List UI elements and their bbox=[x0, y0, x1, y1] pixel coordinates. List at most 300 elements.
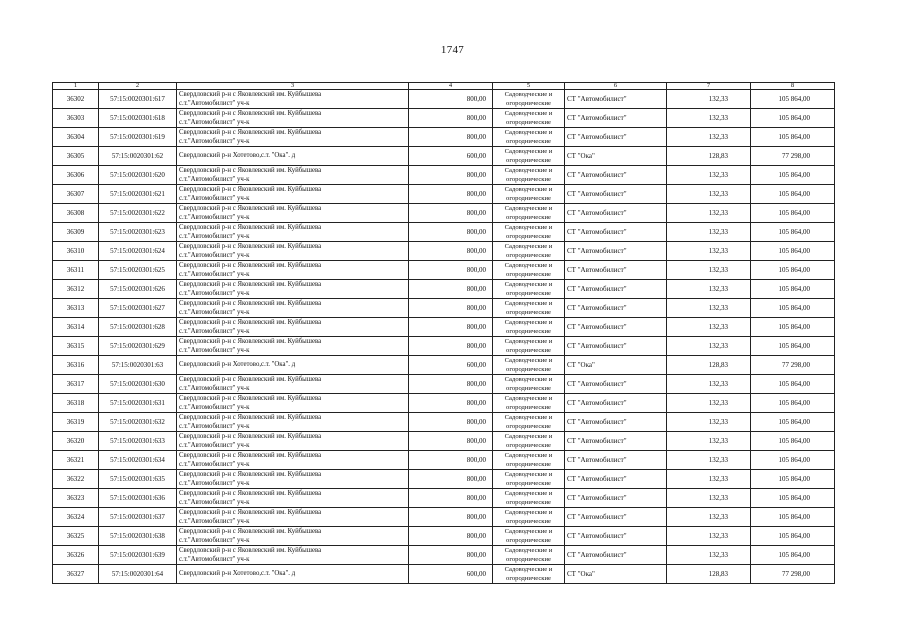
land-use-line-2: огороднические bbox=[506, 347, 551, 354]
row-number-cell: 36325 bbox=[53, 527, 99, 546]
address-cell bbox=[177, 337, 409, 356]
table-row bbox=[53, 318, 835, 337]
land-use-cell bbox=[493, 565, 565, 584]
land-use-cell bbox=[493, 489, 565, 508]
area-cell: 800,00 bbox=[409, 432, 493, 451]
address-cell bbox=[177, 318, 409, 337]
address-line-1: Свердловский р-н с Яковлевский им. Куйбышева bbox=[179, 205, 322, 212]
land-use-cell bbox=[493, 242, 565, 261]
cadastral-number-cell: 57:15:0020301:633 bbox=[99, 432, 177, 451]
total-value-cell: 77 298,00 bbox=[751, 565, 835, 584]
row-number-cell: 36315 bbox=[53, 337, 99, 356]
address-line-1: Свердловский р-н Хотетово,с.т. "Ока". д bbox=[179, 570, 296, 577]
land-use-cell bbox=[493, 508, 565, 527]
total-value-cell: 77 298,00 bbox=[751, 356, 835, 375]
header-cell: 5 bbox=[493, 83, 565, 90]
cadastral-number-cell: 57:15:0020301:628 bbox=[99, 318, 177, 337]
organization-cell: СТ "Автомобилист" bbox=[565, 394, 667, 413]
organization-cell: СТ "Автомобилист" bbox=[565, 432, 667, 451]
land-use-cell bbox=[493, 394, 565, 413]
land-use-line-1: Садоводческие и bbox=[504, 91, 553, 98]
organization-cell: СТ "Автомобилист" bbox=[565, 508, 667, 527]
address-cell bbox=[177, 299, 409, 318]
address-cell bbox=[177, 223, 409, 242]
land-use-cell bbox=[493, 109, 565, 128]
address-cell bbox=[177, 109, 409, 128]
row-number-cell: 36306 bbox=[53, 166, 99, 185]
land-use-line-2: огороднические bbox=[506, 518, 551, 525]
organization-cell: СТ "Автомобилист" bbox=[565, 451, 667, 470]
table-row bbox=[53, 109, 835, 128]
price-per-unit-cell: 132,33 bbox=[667, 470, 751, 489]
cadastral-number-cell: 57:15:0020301:62 bbox=[99, 147, 177, 166]
address-cell bbox=[177, 489, 409, 508]
row-number-cell: 36307 bbox=[53, 185, 99, 204]
price-per-unit-cell: 132,33 bbox=[667, 242, 751, 261]
price-per-unit-cell: 132,33 bbox=[667, 375, 751, 394]
total-value-cell: 105 864,00 bbox=[751, 261, 835, 280]
cadastral-number-cell: 57:15:0020301:64 bbox=[99, 565, 177, 584]
land-use-line-2: огороднические bbox=[506, 309, 551, 316]
land-use-line-2: огороднические bbox=[506, 252, 551, 259]
area-cell: 600,00 bbox=[409, 147, 493, 166]
address-cell bbox=[177, 147, 409, 166]
land-use-line-2: огороднические bbox=[506, 195, 551, 202]
total-value-cell: 105 864,00 bbox=[751, 299, 835, 318]
organization-cell: СТ "Автомобилист" bbox=[565, 109, 667, 128]
land-use-cell bbox=[493, 432, 565, 451]
total-value-cell: 105 864,00 bbox=[751, 337, 835, 356]
area-cell: 800,00 bbox=[409, 546, 493, 565]
land-use-line-2: огороднические bbox=[506, 404, 551, 411]
total-value-cell: 105 864,00 bbox=[751, 318, 835, 337]
table-row bbox=[53, 432, 835, 451]
organization-cell: СТ "Ока" bbox=[565, 356, 667, 375]
address-cell bbox=[177, 128, 409, 147]
address-cell bbox=[177, 185, 409, 204]
land-use-line-2: огороднические bbox=[506, 480, 551, 487]
row-number-cell: 36311 bbox=[53, 261, 99, 280]
row-number-cell: 36305 bbox=[53, 147, 99, 166]
address-line-1: Свердловский р-н с Яковлевский им. Куйбышева bbox=[179, 91, 322, 98]
table-row bbox=[53, 394, 835, 413]
cadastral-number-cell: 57:15:0020301:635 bbox=[99, 470, 177, 489]
row-number-cell: 36312 bbox=[53, 280, 99, 299]
cadastral-number-cell: 57:15:0020301:632 bbox=[99, 413, 177, 432]
price-per-unit-cell: 132,33 bbox=[667, 223, 751, 242]
land-use-cell bbox=[493, 280, 565, 299]
organization-cell: СТ "Автомобилист" bbox=[565, 90, 667, 109]
land-use-line-2: огороднические bbox=[506, 214, 551, 221]
total-value-cell: 105 864,00 bbox=[751, 280, 835, 299]
cadastral-number-cell: 57:15:0020301:631 bbox=[99, 394, 177, 413]
land-use-line-2: огороднические bbox=[506, 119, 551, 126]
table-row bbox=[53, 375, 835, 394]
total-value-cell: 105 864,00 bbox=[751, 185, 835, 204]
page-number: 1747 bbox=[440, 44, 465, 56]
row-number-cell: 36304 bbox=[53, 128, 99, 147]
land-use-cell bbox=[493, 451, 565, 470]
area-cell: 800,00 bbox=[409, 128, 493, 147]
land-use-cell bbox=[493, 128, 565, 147]
land-use-line-1: Садоводческие и bbox=[504, 205, 553, 212]
land-use-line-2: огороднические bbox=[506, 575, 551, 582]
address-cell bbox=[177, 451, 409, 470]
table-row bbox=[53, 508, 835, 527]
price-per-unit-cell: 132,33 bbox=[667, 109, 751, 128]
land-use-line-2: огороднические bbox=[506, 328, 551, 335]
land-use-cell bbox=[493, 223, 565, 242]
land-use-cell bbox=[493, 375, 565, 394]
address-line-1: Свердловский р-н с Яковлевский им. Куйбышева bbox=[179, 129, 322, 136]
organization-cell: СТ "Ока" bbox=[565, 147, 667, 166]
address-line-1: Свердловский р-н с Яковлевский им. Куйбышева bbox=[179, 452, 322, 459]
land-use-line-1: Садоводческие и bbox=[504, 319, 553, 326]
address-cell bbox=[177, 565, 409, 584]
address-line-2: с.т."Автомобилист" уч-к bbox=[179, 537, 250, 544]
land-use-line-1: Садоводческие и bbox=[504, 281, 553, 288]
area-cell: 800,00 bbox=[409, 299, 493, 318]
address-line-1: Свердловский р-н с Яковлевский им. Куйбышева bbox=[179, 300, 322, 307]
price-per-unit-cell: 132,33 bbox=[667, 166, 751, 185]
organization-cell: СТ "Автомобилист" bbox=[565, 527, 667, 546]
address-line-1: Свердловский р-н с Яковлевский им. Куйбышева bbox=[179, 243, 322, 250]
address-cell bbox=[177, 394, 409, 413]
land-use-line-1: Садоводческие и bbox=[504, 395, 553, 402]
address-cell bbox=[177, 280, 409, 299]
organization-cell: СТ "Автомобилист" bbox=[565, 261, 667, 280]
address-line-1: Свердловский р-н с Яковлевский им. Куйбышева bbox=[179, 376, 322, 383]
row-number-cell: 36310 bbox=[53, 242, 99, 261]
area-cell: 800,00 bbox=[409, 470, 493, 489]
land-use-line-2: огороднические bbox=[506, 290, 551, 297]
table-row bbox=[53, 527, 835, 546]
table-row bbox=[53, 489, 835, 508]
land-use-line-1: Садоводческие и bbox=[504, 490, 553, 497]
total-value-cell: 105 864,00 bbox=[751, 166, 835, 185]
total-value-cell: 77 298,00 bbox=[751, 147, 835, 166]
total-value-cell: 105 864,00 bbox=[751, 489, 835, 508]
address-line-1: Свердловский р-н с Яковлевский им. Куйбышева bbox=[179, 262, 322, 269]
row-number-cell: 36321 bbox=[53, 451, 99, 470]
land-use-line-1: Садоводческие и bbox=[504, 414, 553, 421]
organization-cell: СТ "Автомобилист" bbox=[565, 223, 667, 242]
land-use-cell bbox=[493, 470, 565, 489]
address-cell bbox=[177, 261, 409, 280]
header-cell: 6 bbox=[565, 83, 667, 90]
table-row bbox=[53, 470, 835, 489]
organization-cell: СТ "Автомобилист" bbox=[565, 375, 667, 394]
total-value-cell: 105 864,00 bbox=[751, 204, 835, 223]
address-cell bbox=[177, 432, 409, 451]
address-line-2: с.т."Автомобилист" уч-к bbox=[179, 518, 250, 525]
table-row bbox=[53, 204, 835, 223]
cadastral-number-cell: 57:15:0020301:639 bbox=[99, 546, 177, 565]
land-use-line-1: Садоводческие и bbox=[504, 129, 553, 136]
address-cell bbox=[177, 470, 409, 489]
land-use-line-2: огороднические bbox=[506, 100, 551, 107]
address-line-2: с.т."Автомобилист" уч-к bbox=[179, 480, 250, 487]
land-use-line-1: Садоводческие и bbox=[504, 376, 553, 383]
land-use-line-1: Садоводческие и bbox=[504, 471, 553, 478]
cadastral-number-cell: 57:15:0020301:624 bbox=[99, 242, 177, 261]
header-cell: 1 bbox=[53, 83, 99, 90]
area-cell: 800,00 bbox=[409, 318, 493, 337]
address-cell bbox=[177, 242, 409, 261]
total-value-cell: 105 864,00 bbox=[751, 128, 835, 147]
cadastral-number-cell: 57:15:0020301:619 bbox=[99, 128, 177, 147]
organization-cell: СТ "Автомобилист" bbox=[565, 337, 667, 356]
table-body bbox=[53, 90, 835, 584]
address-line-2: с.т."Автомобилист" уч-к bbox=[179, 385, 250, 392]
area-cell: 800,00 bbox=[409, 242, 493, 261]
land-use-cell bbox=[493, 204, 565, 223]
table-row bbox=[53, 185, 835, 204]
cadastral-number-cell: 57:15:0020301:626 bbox=[99, 280, 177, 299]
address-line-2: с.т."Автомобилист" уч-к bbox=[179, 214, 250, 221]
cadastral-number-cell: 57:15:0020301:63 bbox=[99, 356, 177, 375]
area-cell: 800,00 bbox=[409, 204, 493, 223]
land-use-line-2: огороднические bbox=[506, 499, 551, 506]
table-row bbox=[53, 546, 835, 565]
header-row bbox=[53, 83, 835, 90]
address-line-2: с.т."Автомобилист" уч-к bbox=[179, 404, 250, 411]
land-use-line-2: огороднические bbox=[506, 461, 551, 468]
address-line-1: Свердловский р-н с Яковлевский им. Куйбышева bbox=[179, 528, 322, 535]
price-per-unit-cell: 128,83 bbox=[667, 565, 751, 584]
area-cell: 800,00 bbox=[409, 489, 493, 508]
land-use-line-1: Садоводческие и bbox=[504, 452, 553, 459]
total-value-cell: 105 864,00 bbox=[751, 451, 835, 470]
land-use-line-1: Садоводческие и bbox=[504, 509, 553, 516]
cadastral-number-cell: 57:15:0020301:625 bbox=[99, 261, 177, 280]
organization-cell: СТ "Автомобилист" bbox=[565, 185, 667, 204]
address-line-2: с.т."Автомобилист" уч-к bbox=[179, 556, 250, 563]
total-value-cell: 105 864,00 bbox=[751, 413, 835, 432]
land-use-line-1: Садоводческие и bbox=[504, 262, 553, 269]
address-cell bbox=[177, 527, 409, 546]
land-use-cell bbox=[493, 147, 565, 166]
table-row bbox=[53, 337, 835, 356]
area-cell: 600,00 bbox=[409, 565, 493, 584]
address-line-1: Свердловский р-н с Яковлевский им. Куйбышева bbox=[179, 395, 322, 402]
land-use-line-2: огороднические bbox=[506, 442, 551, 449]
area-cell: 800,00 bbox=[409, 527, 493, 546]
land-use-line-1: Садоводческие и bbox=[504, 338, 553, 345]
address-line-2: с.т."Автомобилист" уч-к bbox=[179, 252, 250, 259]
header-cell: 8 bbox=[751, 83, 835, 90]
cadastral-number-cell: 57:15:0020301:638 bbox=[99, 527, 177, 546]
land-use-cell bbox=[493, 261, 565, 280]
price-per-unit-cell: 132,33 bbox=[667, 90, 751, 109]
address-line-1: Свердловский р-н с Яковлевский им. Куйбышева bbox=[179, 433, 322, 440]
price-per-unit-cell: 128,83 bbox=[667, 147, 751, 166]
row-number-cell: 36303 bbox=[53, 109, 99, 128]
price-per-unit-cell: 132,33 bbox=[667, 527, 751, 546]
organization-cell: СТ "Автомобилист" bbox=[565, 413, 667, 432]
table-row bbox=[53, 147, 835, 166]
land-use-cell bbox=[493, 185, 565, 204]
table-row bbox=[53, 242, 835, 261]
header-cell: 7 bbox=[667, 83, 751, 90]
address-cell bbox=[177, 508, 409, 527]
cadastral-number-cell: 57:15:0020301:636 bbox=[99, 489, 177, 508]
total-value-cell: 105 864,00 bbox=[751, 375, 835, 394]
table-row bbox=[53, 356, 835, 375]
address-line-2: с.т."Автомобилист" уч-к bbox=[179, 461, 250, 468]
land-registry-table bbox=[52, 82, 835, 584]
total-value-cell: 105 864,00 bbox=[751, 109, 835, 128]
land-use-line-1: Садоводческие и bbox=[504, 433, 553, 440]
address-line-1: Свердловский р-н Хотетово,с.т. "Ока". д bbox=[179, 152, 296, 159]
address-line-1: Свердловский р-н с Яковлевский им. Куйбышева bbox=[179, 547, 322, 554]
address-line-1: Свердловский р-н с Яковлевский им. Куйбышева bbox=[179, 414, 322, 421]
header-cell: 2 bbox=[99, 83, 177, 90]
row-number-cell: 36322 bbox=[53, 470, 99, 489]
price-per-unit-cell: 132,33 bbox=[667, 318, 751, 337]
land-use-line-2: огороднические bbox=[506, 233, 551, 240]
price-per-unit-cell: 132,33 bbox=[667, 128, 751, 147]
land-use-line-2: огороднические bbox=[506, 138, 551, 145]
area-cell: 800,00 bbox=[409, 280, 493, 299]
land-use-line-1: Садоводческие и bbox=[504, 110, 553, 117]
address-line-1: Свердловский р-н с Яковлевский им. Куйбышева bbox=[179, 338, 322, 345]
row-number-cell: 36319 bbox=[53, 413, 99, 432]
row-number-cell: 36308 bbox=[53, 204, 99, 223]
land-use-line-1: Садоводческие и bbox=[504, 148, 553, 155]
row-number-cell: 36314 bbox=[53, 318, 99, 337]
price-per-unit-cell: 132,33 bbox=[667, 261, 751, 280]
land-use-line-2: огороднические bbox=[506, 537, 551, 544]
address-line-1: Свердловский р-н с Яковлевский им. Куйбышева bbox=[179, 281, 322, 288]
address-line-1: Свердловский р-н Хотетово,с.т. "Ока". д bbox=[179, 361, 296, 368]
address-cell bbox=[177, 166, 409, 185]
area-cell: 800,00 bbox=[409, 166, 493, 185]
land-use-cell bbox=[493, 527, 565, 546]
address-line-2: с.т."Автомобилист" уч-к bbox=[179, 442, 250, 449]
organization-cell: СТ "Автомобилист" bbox=[565, 318, 667, 337]
total-value-cell: 105 864,00 bbox=[751, 394, 835, 413]
cadastral-number-cell: 57:15:0020301:618 bbox=[99, 109, 177, 128]
table-row bbox=[53, 128, 835, 147]
land-use-line-2: огороднические bbox=[506, 271, 551, 278]
area-cell: 800,00 bbox=[409, 394, 493, 413]
organization-cell: СТ "Автомобилист" bbox=[565, 204, 667, 223]
price-per-unit-cell: 132,33 bbox=[667, 280, 751, 299]
area-cell: 800,00 bbox=[409, 375, 493, 394]
price-per-unit-cell: 132,33 bbox=[667, 337, 751, 356]
table-row bbox=[53, 413, 835, 432]
address-line-1: Свердловский р-н с Яковлевский им. Куйбышева bbox=[179, 471, 322, 478]
address-line-1: Свердловский р-н с Яковлевский им. Куйбышева bbox=[179, 110, 322, 117]
price-per-unit-cell: 132,33 bbox=[667, 432, 751, 451]
land-use-line-1: Садоводческие и bbox=[504, 224, 553, 231]
land-use-line-1: Садоводческие и bbox=[504, 167, 553, 174]
address-line-1: Свердловский р-н с Яковлевский им. Куйбышева bbox=[179, 509, 322, 516]
cadastral-number-cell: 57:15:0020301:629 bbox=[99, 337, 177, 356]
table-row bbox=[53, 565, 835, 584]
area-cell: 600,00 bbox=[409, 356, 493, 375]
land-use-line-2: огороднические bbox=[506, 366, 551, 373]
total-value-cell: 105 864,00 bbox=[751, 508, 835, 527]
land-use-line-1: Садоводческие и bbox=[504, 243, 553, 250]
area-cell: 800,00 bbox=[409, 413, 493, 432]
header-cell: 3 bbox=[177, 83, 409, 90]
address-line-2: с.т."Автомобилист" уч-к bbox=[179, 347, 250, 354]
total-value-cell: 105 864,00 bbox=[751, 242, 835, 261]
area-cell: 800,00 bbox=[409, 223, 493, 242]
land-use-line-2: огороднические bbox=[506, 157, 551, 164]
organization-cell: СТ "Автомобилист" bbox=[565, 489, 667, 508]
cadastral-number-cell: 57:15:0020301:620 bbox=[99, 166, 177, 185]
table-header bbox=[53, 83, 835, 90]
address-line-1: Свердловский р-н с Яковлевский им. Куйбышева bbox=[179, 186, 322, 193]
address-line-1: Свердловский р-н с Яковлевский им. Куйбышева bbox=[179, 319, 322, 326]
area-cell: 800,00 bbox=[409, 109, 493, 128]
address-line-2: с.т."Автомобилист" уч-к bbox=[179, 328, 250, 335]
row-number-cell: 36327 bbox=[53, 565, 99, 584]
total-value-cell: 105 864,00 bbox=[751, 432, 835, 451]
address-line-2: с.т."Автомобилист" уч-к bbox=[179, 290, 250, 297]
cadastral-number-cell: 57:15:0020301:622 bbox=[99, 204, 177, 223]
total-value-cell: 105 864,00 bbox=[751, 470, 835, 489]
price-per-unit-cell: 132,33 bbox=[667, 204, 751, 223]
address-line-2: с.т."Автомобилист" уч-к bbox=[179, 100, 250, 107]
price-per-unit-cell: 132,33 bbox=[667, 489, 751, 508]
area-cell: 800,00 bbox=[409, 90, 493, 109]
address-line-2: с.т."Автомобилист" уч-к bbox=[179, 271, 250, 278]
land-use-cell bbox=[493, 299, 565, 318]
organization-cell: СТ "Автомобилист" bbox=[565, 128, 667, 147]
land-use-line-2: огороднические bbox=[506, 176, 551, 183]
organization-cell: СТ "Автомобилист" bbox=[565, 242, 667, 261]
row-number-cell: 36326 bbox=[53, 546, 99, 565]
row-number-cell: 36323 bbox=[53, 489, 99, 508]
area-cell: 800,00 bbox=[409, 451, 493, 470]
land-use-cell bbox=[493, 413, 565, 432]
land-use-line-2: огороднические bbox=[506, 556, 551, 563]
land-use-cell bbox=[493, 318, 565, 337]
total-value-cell: 105 864,00 bbox=[751, 546, 835, 565]
area-cell: 800,00 bbox=[409, 261, 493, 280]
organization-cell: СТ "Автомобилист" bbox=[565, 166, 667, 185]
price-per-unit-cell: 128,83 bbox=[667, 356, 751, 375]
cadastral-number-cell: 57:15:0020301:617 bbox=[99, 90, 177, 109]
cadastral-number-cell: 57:15:0020301:627 bbox=[99, 299, 177, 318]
address-cell bbox=[177, 356, 409, 375]
total-value-cell: 105 864,00 bbox=[751, 223, 835, 242]
land-use-cell bbox=[493, 166, 565, 185]
address-cell bbox=[177, 90, 409, 109]
table-row bbox=[53, 451, 835, 470]
address-line-1: Свердловский р-н с Яковлевский им. Куйбышева bbox=[179, 490, 322, 497]
table-row bbox=[53, 166, 835, 185]
price-per-unit-cell: 132,33 bbox=[667, 546, 751, 565]
row-number-cell: 36302 bbox=[53, 90, 99, 109]
address-cell bbox=[177, 375, 409, 394]
area-cell: 800,00 bbox=[409, 337, 493, 356]
row-number-cell: 36318 bbox=[53, 394, 99, 413]
cadastral-number-cell: 57:15:0020301:630 bbox=[99, 375, 177, 394]
organization-cell: СТ "Автомобилист" bbox=[565, 470, 667, 489]
cadastral-number-cell: 57:15:0020301:623 bbox=[99, 223, 177, 242]
land-use-line-1: Садоводческие и bbox=[504, 528, 553, 535]
row-number-cell: 36313 bbox=[53, 299, 99, 318]
price-per-unit-cell: 132,33 bbox=[667, 508, 751, 527]
cadastral-number-cell: 57:15:0020301:637 bbox=[99, 508, 177, 527]
address-line-2: с.т."Автомобилист" уч-к bbox=[179, 423, 250, 430]
row-number-cell: 36309 bbox=[53, 223, 99, 242]
